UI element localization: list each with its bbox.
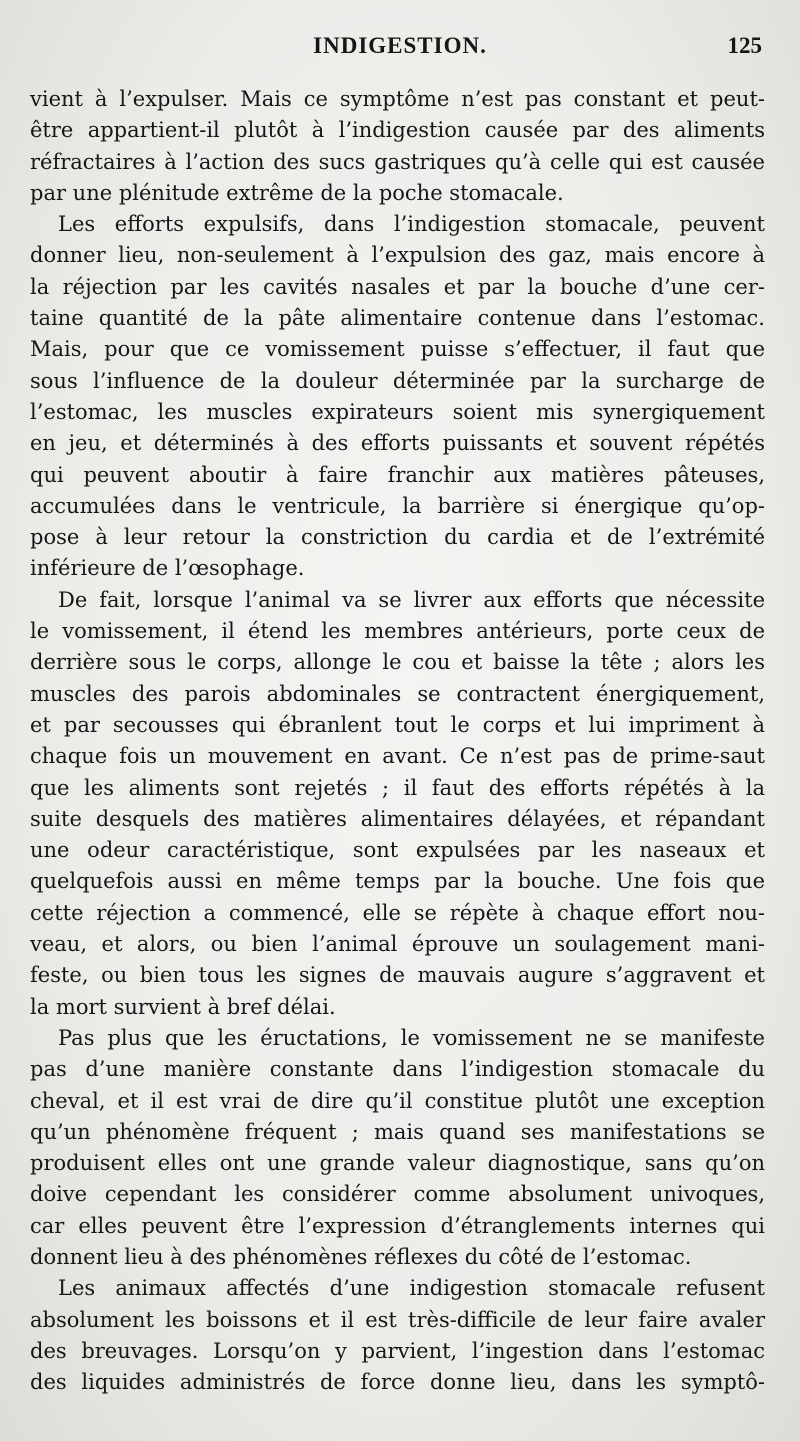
text-line: vient à l’expulser. Mais ce symptôme n’est pas constant et peut- [30,87,765,111]
text-line: Mais, pour que ce vomissement puisse s’effectuer, il faut que [30,337,765,362]
text-line: le vomissement, il étend les membres antérieurs, porte ceux de [30,619,765,644]
text-line: réfractaires à l’action des sucs gastriques qu’à celle qui est causée [30,149,765,174]
paragraph [30,1273,765,1398]
text-line: Les efforts expulsifs, dans l’indigestion stomacale, peuvent [58,212,765,237]
text-line: cette réjection a commencé, elle se répète à chaque effort nou- [30,900,765,925]
text-line: taine quantité de la pâte alimentaire contenue dans l’estomac. [30,306,765,331]
text-line: suite desquels des matières alimentaires délayées, et répandant [30,806,765,831]
text-line: être appartient-il plutôt à l’indigestion causée par des aliments [30,118,765,143]
text-line: en jeu, et déterminés à des efforts puissants et souvent répétés [30,431,765,456]
text-line: la réjection par les cavités nasales et par la bouche d’une cer- [30,274,765,299]
text-line: donner lieu, non-seulement à l’expulsion des gaz, mais encore à [30,243,765,268]
text-line: que les aliments sont rejetés ; il faut des efforts répétés à la [30,775,765,800]
text-line: Les animaux affectés d’une indigestion stomacale refusent [58,1276,765,1301]
text-line: une odeur caractéristique, sont expulsées par les naseaux et [30,838,765,863]
text-line: pose à leur retour la constriction du cardia et de l’extrémité [30,525,765,550]
text-line: cheval, et il est vrai de dire qu’il constitue plutôt une exception [30,1088,765,1113]
paragraph [30,1023,765,1273]
text-line: absolument les boissons et il est très-difficile de leur faire avaler [30,1307,765,1332]
text-line: des liquides administrés de force donne lieu, dans les symptô- [30,1370,765,1395]
text-line: veau, et alors, ou bien l’animal éprouve un soulagement mani- [30,932,765,957]
text-line: pas d’une manière constante dans l’indigestion stomacale du [30,1057,765,1082]
paragraph [30,209,765,585]
text-line: accumulées dans le ventricule, la barrière si énergique qu’op- [30,493,765,518]
body-text [30,84,765,1398]
text-line: par une plénitude extrême de la poche stomacale. [30,180,564,205]
text-line: muscles des parois abdominales se contractent énergiquement, [30,681,765,706]
text-line: des breuvages. Lorsqu’on y parvient, l’ingestion dans l’estomac [30,1338,765,1363]
text-line: l’estomac, les muscles expirateurs soient mis synergiquement [30,399,765,424]
text-line: quelquefois aussi en même temps par la bouche. Une fois que [30,869,765,894]
text-line: De fait, lorsque l’animal va se livrer aux efforts que nécessite [58,587,765,612]
text-line: donnent lieu à des phénomènes réflexes du côté de l’estomac. [30,1244,692,1269]
text-line: inférieure de l’œsophage. [30,556,305,581]
running-title: INDIGESTION. [313,33,487,58]
text-line: Pas plus que les éructations, le vomissement ne se manifeste [58,1025,765,1050]
text-line: qu’un phénomène fréquent ; mais quand ses manifestations se [30,1119,765,1144]
text-line: derrière sous le corps, allonge le cou et baisse la tête ; alors les [30,650,765,675]
running-head [0,33,800,63]
text-line: sous l’influence de la douleur déterminée par la surcharge de [30,368,765,393]
text-line: produisent elles ont une grande valeur diagnostique, sans qu’on [30,1151,765,1176]
paragraph [30,585,765,1023]
text-line: qui peuvent aboutir à faire franchir aux matières pâteuses, [30,462,765,487]
text-line: la mort survient à bref délai. [30,994,336,1019]
text-line: et par secousses qui ébranlent tout le corps et lui impriment à [30,712,765,737]
text-line: chaque fois un mouvement en avant. Ce n’est pas de prime-saut [30,744,765,769]
page-number: 125 [727,33,762,58]
text-line: car elles peuvent être l’expression d’étranglements internes qui [30,1213,765,1238]
text-line: feste, ou bien tous les signes de mauvais augure s’aggravent et [30,963,765,988]
paragraph [30,84,765,209]
text-line: doive cependant les considérer comme absolument univoques, [30,1182,765,1207]
